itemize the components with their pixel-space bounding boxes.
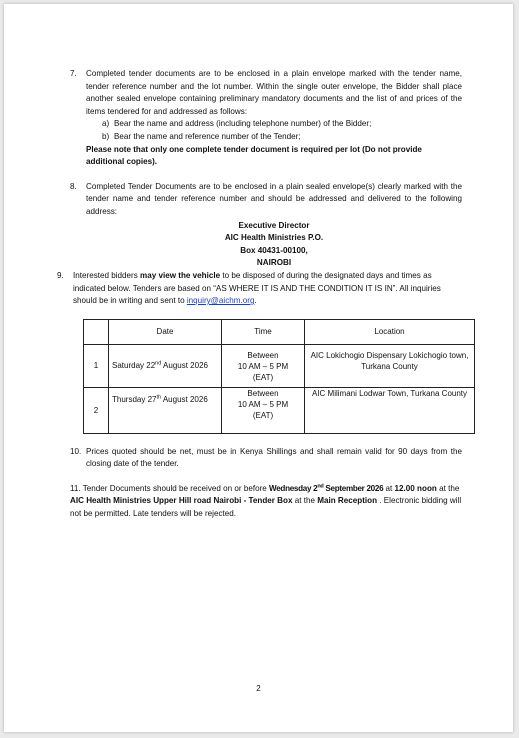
sub-text: Bear the name and reference number of the Tender; [114, 131, 301, 141]
deadline-day: Wednesday 2 [269, 483, 318, 493]
inquiry-email-link[interactable]: inquiry@aichm.org [186, 296, 255, 306]
clause-text-at3: at the [292, 496, 318, 506]
address-line: Box 40431-00100, [240, 245, 308, 255]
page-number: 2 [256, 684, 261, 693]
clause-text-pre: Tender Documents should be received on or before [80, 483, 270, 493]
sub-label: b) [102, 131, 110, 141]
clause-text-at: at [383, 483, 395, 493]
viewing-schedule-table [83, 319, 475, 434]
clause-7 [70, 68, 462, 118]
row-number: 1 [84, 344, 109, 387]
clause-10 [70, 446, 462, 471]
clause-text: Prices quoted should be net, must be in Kenya Shillings and shall remain valid for 90 days from the closing date of the tender. [86, 446, 462, 469]
address-line: AIC Health Ministries P.O. [224, 233, 324, 243]
time-line: Between [247, 350, 279, 360]
clause-11 [70, 483, 462, 521]
tender-box-location: AIC Health Ministries Upper Hill road Nairobi - Tender Box [70, 496, 293, 506]
deadline-date [269, 484, 383, 493]
deadline-month-year: September 2026 [323, 483, 384, 493]
document-page [4, 4, 513, 732]
sub-label: a) [102, 119, 110, 129]
row-number: 2 [84, 387, 109, 433]
clause-9 [57, 270, 462, 308]
header-time: Time [222, 319, 305, 344]
row-time [222, 344, 305, 387]
page-content [57, 68, 469, 521]
clause-number: 9. [57, 270, 64, 280]
table-row [84, 344, 475, 387]
clause-number: 7. [70, 69, 77, 78]
row-location: AIC Milimani Lodwar Town, Turkana County [305, 387, 475, 433]
clause-8 [70, 181, 462, 219]
clause-number: 10. [70, 446, 82, 456]
time-line: Between [247, 388, 279, 398]
time-line: (EAT) [252, 372, 274, 382]
header-no [84, 319, 109, 344]
address-line: NAIROBI [256, 258, 292, 268]
row-time [222, 387, 305, 433]
clause-number: 8. [70, 181, 77, 191]
delivery-address [86, 220, 462, 270]
date-suffix: th [156, 394, 162, 401]
clause-text-at2: at the [436, 483, 460, 493]
deadline-time: 12.00 noon [394, 483, 437, 493]
row-location: AIC Lokichogio Dispensary Lokichogio town, Turkana County [305, 344, 475, 387]
row-date [109, 387, 222, 433]
address-line: Executive Director [238, 220, 310, 230]
clause-text-bold: may view the vehicle [140, 270, 221, 280]
row-date [109, 344, 222, 387]
clause-text-pre: Interested bidders [73, 270, 141, 280]
clause-7-sub-b [86, 131, 462, 144]
date-text: Thursday 27 [112, 394, 157, 404]
clause-text-end: . Electronic bidding will not be permitted. Late tenders will be rejected. [70, 496, 462, 519]
sub-text: Bear the name and address (including telephone number) of the Bidder; [114, 119, 372, 129]
clause-text: Completed tender documents are to be enclosed in a plain envelope marked with the tender name, tender reference number and the lot number. Within the single outer envelope, the Bidder shall place another sealed envelope containing preliminary mandatory documents and the list of and prices of the items tendered for and addressed as follows: [86, 69, 462, 116]
table-row [84, 387, 475, 433]
date-month-year: August 2026 [161, 394, 208, 404]
date-suffix: nd [155, 360, 162, 367]
clause-text: Completed Tender Documents are to be enclosed in a plain sealed envelope(s) clearly marked with the tender name and tender reference number and should be addressed and delivered to the following address: [86, 181, 462, 216]
clause-7-sub-a [86, 118, 462, 131]
header-location: Location [305, 319, 475, 344]
reception-location: Main Reception [317, 496, 378, 506]
date-month-year: August 2026 [161, 361, 208, 371]
clause-7-note [70, 144, 462, 169]
deadline-suffix: nd [317, 483, 324, 490]
header-date: Date [109, 319, 222, 344]
clause-text-end: . [254, 296, 257, 306]
clause-text-mid: to be disposed of during the designated days and times as indicated below. Tenders are based on “AS WHERE IT IS AND THE CONDITION IT IS IN”. All inquiries should be in writing and sent to [73, 270, 441, 306]
date-text: Saturday 22 [112, 361, 156, 371]
time-line: (EAT) [252, 410, 274, 420]
note-text: Please note that only one complete tender document is required per lot (Do not provide additional copies). [86, 144, 422, 167]
time-line: 10 AM – 5 PM [237, 361, 289, 371]
table-header-row [84, 319, 475, 344]
clause-number: 11. [70, 483, 81, 493]
time-line: 10 AM – 5 PM [237, 399, 289, 409]
